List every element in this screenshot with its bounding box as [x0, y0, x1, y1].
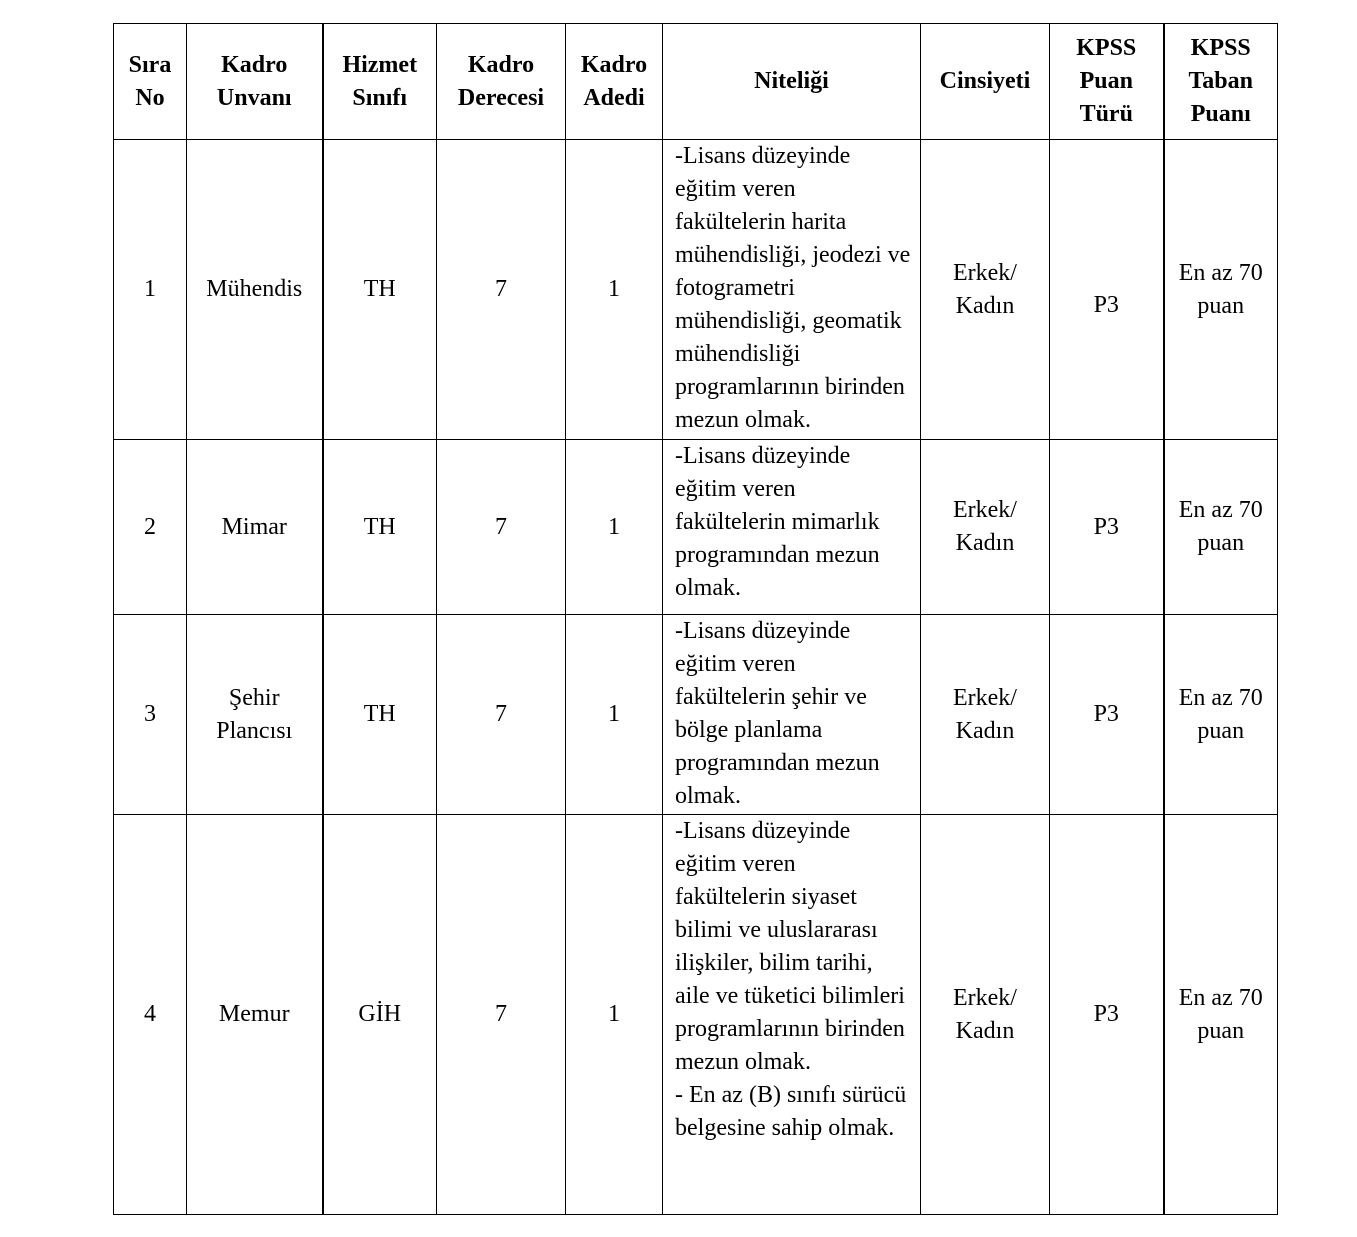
table-row [114, 140, 1278, 440]
cell-hizmet-sinifi: GİH [323, 815, 437, 1215]
niteligi-line: -Lisans düzeyinde eğitim veren fakültelerin siyaset bilimi ve uluslararası ilişkiler, bilim tarihi, aile ve tüketici bilimleri programlarının birinden mezun olmak. [675, 818, 905, 1075]
cell-niteligi [663, 440, 921, 615]
cell-hizmet-sinifi: TH [323, 440, 437, 615]
niteligi-line: - En az (B) sınıfı sürücü belgesine sahip olmak. [675, 1082, 907, 1141]
header-niteligi: Niteliği [663, 24, 921, 140]
table-row [114, 815, 1278, 1215]
cell-kpss-taban-puani: En az 70 puan [1164, 815, 1278, 1215]
cell-kadro-adedi: 1 [566, 140, 663, 440]
cell-sira-no: 2 [114, 440, 187, 615]
cell-kadro-unvani: Mimar [187, 440, 323, 615]
cell-kadro-unvani: Şehir Plancısı [187, 615, 323, 815]
header-kpss-puan-turu: KPSS Puan Türü [1050, 24, 1164, 140]
cell-kadro-adedi: 1 [566, 615, 663, 815]
cell-kpss-taban-puani: En az 70 puan [1164, 440, 1278, 615]
header-kpss-taban-puani: KPSS Taban Puanı [1164, 24, 1278, 140]
cell-cinsiyeti: Erkek/ Kadın [921, 140, 1050, 440]
table-row [114, 440, 1278, 615]
niteligi-line: -Lisans düzeyinde eğitim veren fakültelerin mimarlık programından mezun olmak. [675, 443, 880, 601]
cell-kpss-taban-puani: En az 70 puan [1164, 140, 1278, 440]
cell-kadro-derecesi: 7 [437, 815, 566, 1215]
niteligi-line: -Lisans düzeyinde eğitim veren fakültelerin şehir ve bölge planlama programından mezun olmak. [675, 618, 880, 809]
cell-kpss-puan-turu: P3 [1050, 440, 1164, 615]
cell-hizmet-sinifi: TH [323, 140, 437, 440]
cell-hizmet-sinifi: TH [323, 615, 437, 815]
cell-kadro-derecesi: 7 [437, 615, 566, 815]
cell-sira-no: 4 [114, 815, 187, 1215]
cell-niteligi [663, 140, 921, 440]
cell-kadro-unvani: Mühendis [187, 140, 323, 440]
cell-cinsiyeti: Erkek/ Kadın [921, 815, 1050, 1215]
niteligi-line: -Lisans düzeyinde eğitim veren fakültelerin harita mühendisliği, jeodezi ve fotogrametri mühendisliği, geomatik mühendisliği programlarının birinden mezun olmak. [675, 143, 911, 433]
cell-kadro-derecesi: 7 [437, 440, 566, 615]
header-cinsiyeti: Cinsiyeti [921, 24, 1050, 140]
cell-kadro-adedi: 1 [566, 815, 663, 1215]
header-sira-no: Sıra No [114, 24, 187, 140]
header-row [114, 24, 1278, 140]
cell-kpss-puan-turu: P3 [1050, 815, 1164, 1215]
kadro-table [113, 23, 1278, 1215]
cell-niteligi [663, 815, 921, 1215]
cell-sira-no: 1 [114, 140, 187, 440]
cell-kpss-taban-puani: En az 70 puan [1164, 615, 1278, 815]
cell-niteligi [663, 615, 921, 815]
cell-kadro-adedi: 1 [566, 440, 663, 615]
cell-kpss-puan-turu: P3 [1050, 615, 1164, 815]
header-kadro-adedi: Kadro Adedi [566, 24, 663, 140]
cell-kpss-puan-turu: P3 [1050, 140, 1164, 440]
cell-sira-no: 3 [114, 615, 187, 815]
header-kadro-derecesi: Kadro Derecesi [437, 24, 566, 140]
header-kadro-unvani: Kadro Unvanı [187, 24, 323, 140]
table-row [114, 615, 1278, 815]
cell-kadro-derecesi: 7 [437, 140, 566, 440]
cell-cinsiyeti: Erkek/ Kadın [921, 440, 1050, 615]
cell-cinsiyeti: Erkek/ Kadın [921, 615, 1050, 815]
cell-kadro-unvani: Memur [187, 815, 323, 1215]
header-hizmet-sinifi: Hizmet Sınıfı [323, 24, 437, 140]
